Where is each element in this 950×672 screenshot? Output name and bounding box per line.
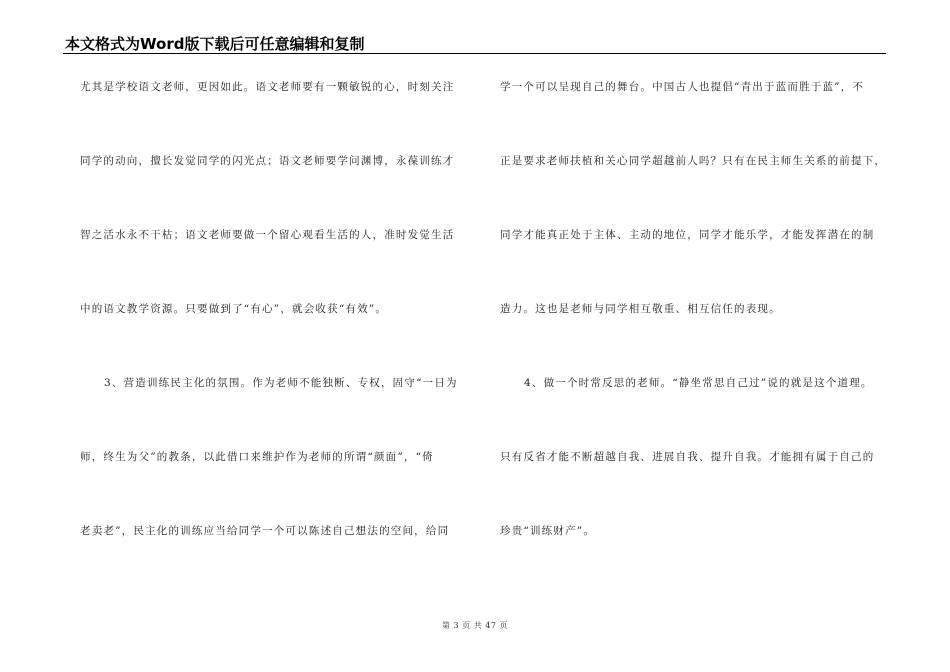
text-line: 同学才能真正处于主体、主动的地位，同学才能乐学，才能发挥潜在的制 [500,229,875,241]
text-line: 珍贵“训练财产”。 [500,525,596,537]
text-line: 造力。这也是老师与同学相互敬重、相互信任的表现。 [500,303,781,315]
page-number-footer: 第 3 页 共 47 页 [442,621,508,630]
right-text-column [500,74,890,594]
text-line: 学一个可以呈现自己的舞台。中国古人也提倡“青出于蓝而胜于蓝”，不 [500,81,865,93]
text-line: 尤其是学校语文老师，更因如此。语文老师要有一颗敏锐的心，时刻关注 [80,81,455,93]
text-line: 正是要求老师扶植和关心同学超越前人吗？只有在民主师生关系的前提下， [500,155,887,167]
text-line: 智之活水永不干枯；语文老师要做一个留心观看生活的人，准时发觉生活 [80,229,455,241]
paragraph-start-line: 3、营造训练民主化的氛围。作为老师不能独断、专权，固守“一日为 [104,377,458,389]
document-header-title: 本文格式为Word版下载后可任意编辑和复制 [65,35,365,53]
text-line: 中的语文教学资源。只要做到了“有心”，就会收获“有效”。 [80,303,388,315]
header-divider [63,53,886,54]
left-text-column [80,74,470,594]
text-line: 同学的动向，擅长发觉同学的闪光点；语文老师要学问渊博，永葆训练才 [80,155,455,167]
text-line: 师，终生为父”的教条，以此借口来维护作为老师的所谓“颜面”，“倚 [80,451,434,463]
text-line: 只有反省才能不断超越自我、进展自我、提升自我。才能拥有属于自己的 [500,451,875,463]
paragraph-start-line: 4、做一个时常反思的老师。“静坐常思自己过”说的就是这个道理。 [524,377,873,389]
text-line: 老卖老”，民主化的训练应当给同学一个可以陈述自己想法的空间，给同 [80,525,450,537]
